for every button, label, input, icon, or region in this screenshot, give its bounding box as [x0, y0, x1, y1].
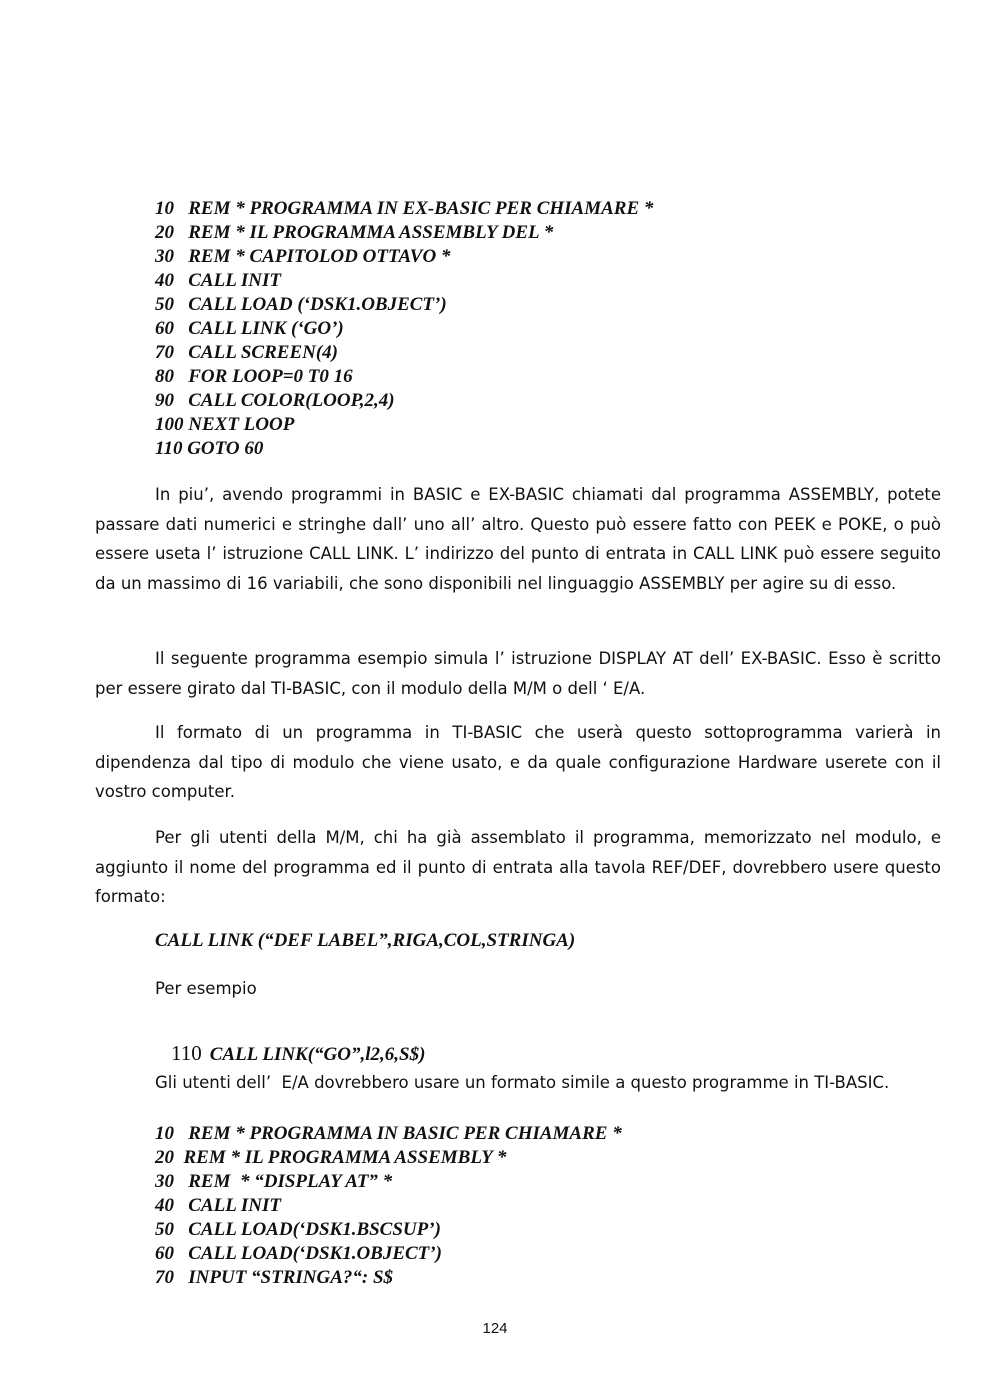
paragraph-formato: Il formato di un programma in TI-BASIC che userà questo sottoprogramma varierà in dipendenza dal tipo di modulo che viene usato, e da quale configurazione Hardware userete con il vostro computer.	[95, 723, 941, 801]
example-line-number: 110	[171, 1041, 202, 1065]
code-line: 60 CALL LOAD(‘DSK1.OBJECT’)	[155, 1243, 442, 1264]
code-line: 110 GOTO 60	[155, 438, 264, 459]
code-line: 40 CALL INIT	[155, 270, 281, 291]
code-listing-exbasic	[155, 197, 653, 461]
paragraph-utenti-mm: Per gli utenti della M/M, chi ha già assemblato il programma, memorizzato nel modulo, e aggiunto il nome del programma ed il punto di entrata alla tavola REF/DEF, dovrebbero usere questo formato:	[95, 828, 941, 906]
code-line: 50 CALL LOAD(‘DSK1.BSCSUP’)	[155, 1219, 441, 1240]
code-line: 70 INPUT “STRINGA?“: S$	[155, 1267, 394, 1288]
example-code: CALL LINK(“GO”,l2,6,S$)	[209, 1044, 426, 1065]
code-line: 10 REM * PROGRAMMA IN EX-BASIC PER CHIAMARE *	[155, 198, 654, 219]
code-line: 80 FOR LOOP=0 T0 16	[155, 366, 353, 387]
code-line: 30 REM * “DISPLAY AT” *	[155, 1171, 393, 1192]
paragraph-display-at: Il seguente programma esempio simula l’ istruzione DISPLAY AT dell’ EX-BASIC. Esso è scritto per essere girato dal TI-BASIC, con il modulo della M/M o dell ‘ E/A.	[95, 649, 941, 698]
paragraph-utenti-ea: Gli utenti dell’ E/A dovrebbero usare un formato simile a questo programme in TI-BASIC.	[155, 1073, 890, 1092]
code-line: 100 NEXT LOOP	[155, 414, 295, 435]
code-line: 30 REM * CAPITOLOD OTTAVO *	[155, 246, 451, 267]
code-line: 60 CALL LINK (‘GO’)	[155, 318, 344, 339]
format-call-link: CALL LINK (“DEF LABEL”,RIGA,COL,STRINGA)	[155, 930, 576, 951]
code-line: 20 REM * IL PROGRAMMA ASSEMBLY *	[155, 1147, 507, 1168]
code-line: 70 CALL SCREEN(4)	[155, 342, 338, 363]
code-line: 90 CALL COLOR(LOOP,2,4)	[155, 390, 395, 411]
example-label: Per esempio	[155, 979, 257, 998]
code-line: 20 REM * IL PROGRAMMA ASSEMBLY DEL *	[155, 222, 554, 243]
code-line: 40 CALL INIT	[155, 1195, 281, 1216]
page-number: 124	[482, 1320, 508, 1337]
paragraph-call-link-intro: In piu’, avendo programmi in BASIC e EX-BASIC chiamati dal programma ASSEMBLY, potete passare dati numerici e stringhe dall’ uno all’ altro. Questo può essere fatto con PEEK e POKE, o può essere useta l’ istruzione CALL LINK. L’ indirizzo del punto di entrata in CALL LINK può essere seguito da un massimo di 16 variabili, che sono disponibili nel linguaggio ASSEMBLY per agire su di esso.	[95, 485, 941, 593]
code-listing-basic	[155, 1122, 622, 1290]
code-line: 10 REM * PROGRAMMA IN BASIC PER CHIAMARE *	[155, 1123, 622, 1144]
code-line: 50 CALL LOAD (‘DSK1.OBJECT’)	[155, 294, 447, 315]
